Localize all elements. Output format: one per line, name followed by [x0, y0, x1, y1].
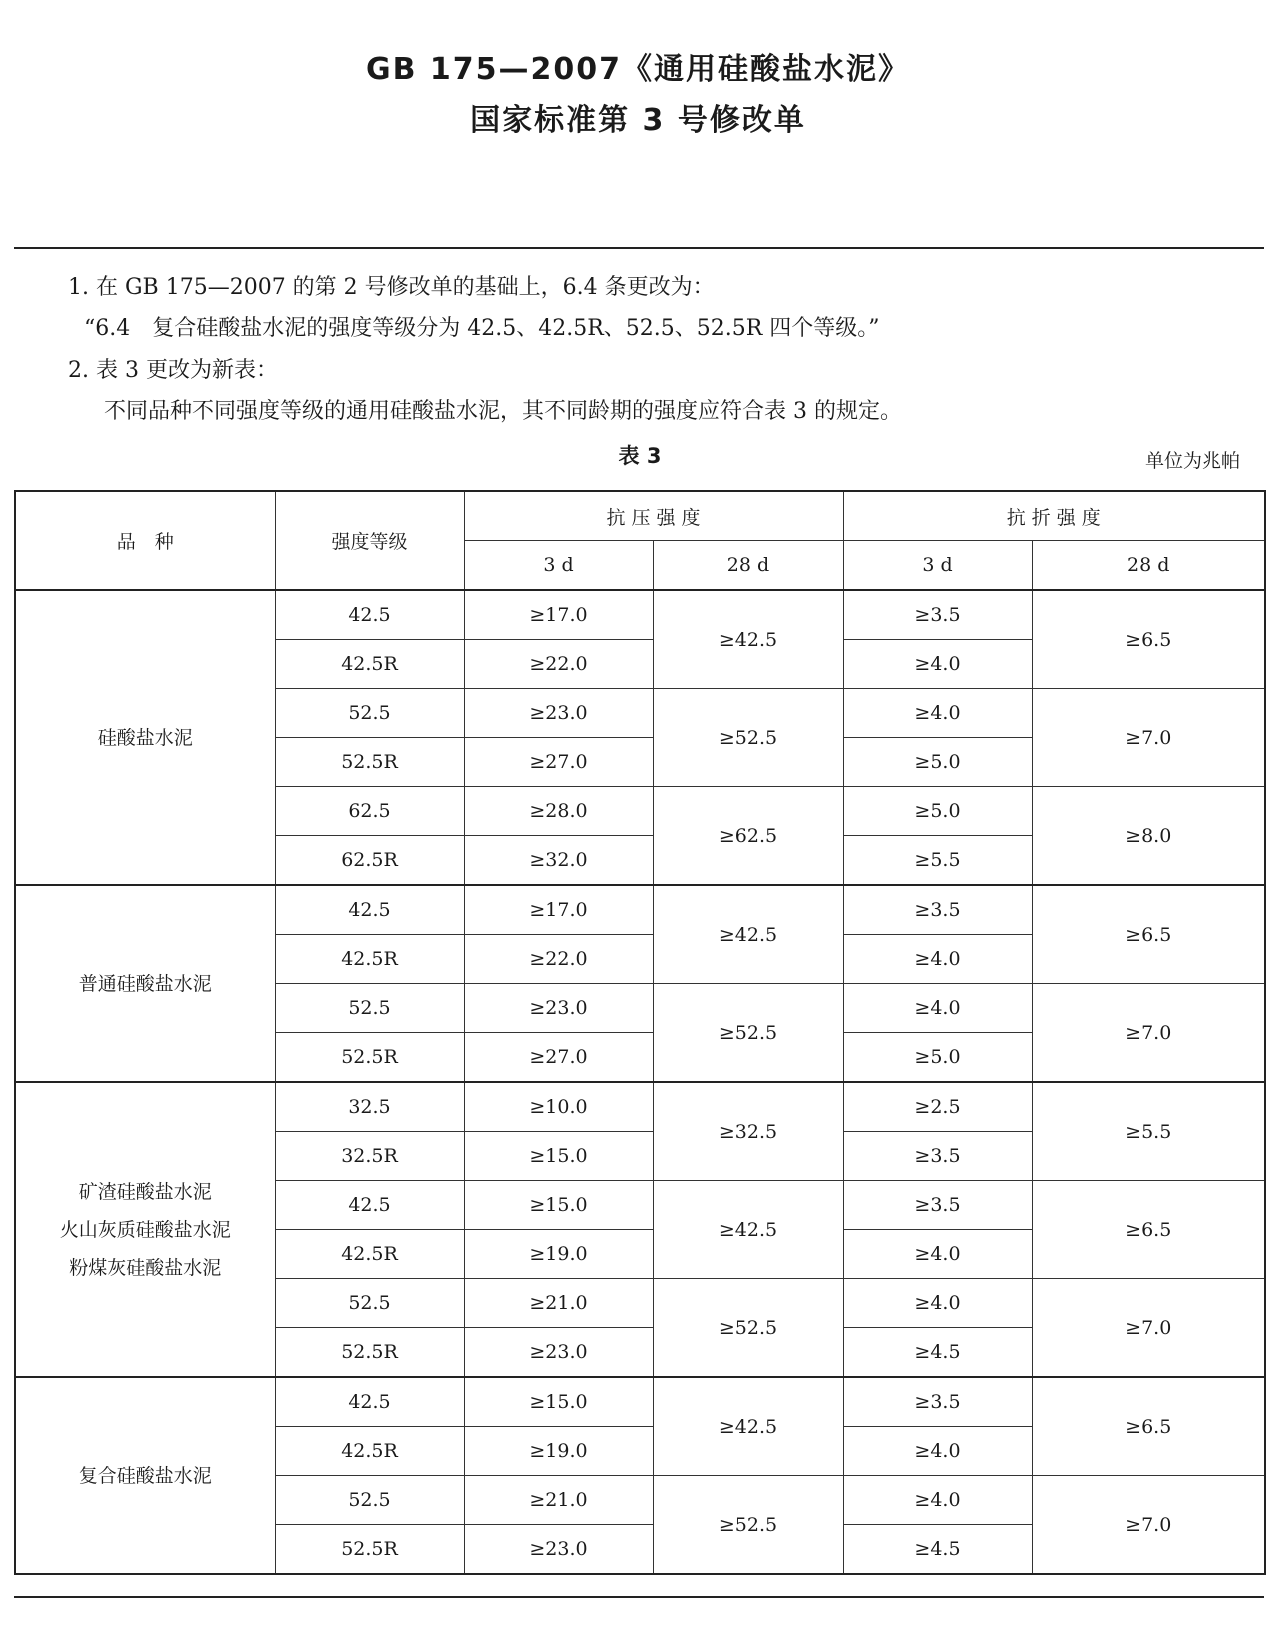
cell-flexural-3d: ≥3.5: [843, 1132, 1032, 1181]
cell-flexural-3d: ≥4.0: [843, 1279, 1032, 1328]
cell-compressive-3d: ≥23.0: [464, 984, 653, 1033]
cell-compressive-3d: ≥23.0: [464, 689, 653, 738]
cell-compressive-3d: ≥15.0: [464, 1377, 653, 1427]
table-row: [15, 885, 1265, 935]
cell-flexural-3d: ≥4.0: [843, 640, 1032, 689]
cell-grade: 52.5: [275, 1279, 464, 1328]
cell-compressive-28d: ≥32.5: [653, 1082, 843, 1181]
table-header: [15, 491, 1265, 590]
cell-compressive-3d: ≥27.0: [464, 738, 653, 787]
paragraph-3: 2. 表 3 更改为新表：: [68, 358, 278, 383]
cell-flexural-3d: ≥5.5: [843, 836, 1032, 886]
cell-grade: 52.5: [275, 1476, 464, 1525]
cell-compressive-28d: ≥52.5: [653, 984, 843, 1083]
cell-compressive-28d: ≥62.5: [653, 787, 843, 886]
table-row: [15, 1377, 1265, 1427]
cell-compressive-28d: ≥42.5: [653, 885, 843, 984]
document-title: GB 175—2007《通用硅酸盐水泥》: [365, 52, 911, 87]
cell-flexural-3d: ≥4.0: [843, 1427, 1032, 1476]
cell-flexural-28d: ≥7.0: [1032, 984, 1265, 1083]
cell-flexural-3d: ≥2.5: [843, 1082, 1032, 1132]
cell-grade: 52.5R: [275, 1328, 464, 1378]
header-flexural: 抗 折 强 度: [843, 491, 1265, 541]
cell-grade: 42.5R: [275, 1230, 464, 1279]
cell-grade: 42.5: [275, 1377, 464, 1427]
cell-grade: 52.5R: [275, 738, 464, 787]
cell-flexural-3d: ≥4.5: [843, 1328, 1032, 1378]
cell-compressive-3d: ≥22.0: [464, 640, 653, 689]
cell-grade: 42.5: [275, 1181, 464, 1230]
cell-grade: 62.5: [275, 787, 464, 836]
cell-variety: 复合硅酸盐水泥: [15, 1377, 275, 1574]
cell-flexural-3d: ≥5.0: [843, 787, 1032, 836]
cell-compressive-28d: ≥52.5: [653, 1476, 843, 1575]
cell-flexural-28d: ≥7.0: [1032, 1476, 1265, 1575]
cell-flexural-3d: ≥5.0: [843, 738, 1032, 787]
cell-compressive-3d: ≥17.0: [464, 885, 653, 935]
cell-grade: 42.5: [275, 590, 464, 640]
cell-flexural-28d: ≥8.0: [1032, 787, 1265, 886]
cell-compressive-3d: ≥21.0: [464, 1279, 653, 1328]
document-subtitle: 国家标准第 3 号修改单: [470, 103, 806, 138]
cell-flexural-28d: ≥7.0: [1032, 689, 1265, 787]
cell-flexural-3d: ≥4.0: [843, 689, 1032, 738]
cell-grade: 62.5R: [275, 836, 464, 886]
cell-grade: 32.5: [275, 1082, 464, 1132]
cell-flexural-3d: ≥4.0: [843, 1476, 1032, 1525]
cell-flexural-28d: ≥6.5: [1032, 590, 1265, 689]
cell-flexural-3d: ≥4.0: [843, 984, 1032, 1033]
cell-compressive-3d: ≥19.0: [464, 1230, 653, 1279]
cell-compressive-3d: ≥10.0: [464, 1082, 653, 1132]
cell-flexural-28d: ≥6.5: [1032, 1181, 1265, 1279]
cell-compressive-3d: ≥15.0: [464, 1132, 653, 1181]
header-compressive-3d: 3 d: [464, 541, 653, 591]
cell-compressive-3d: ≥17.0: [464, 590, 653, 640]
cell-grade: 52.5: [275, 984, 464, 1033]
cell-compressive-3d: ≥23.0: [464, 1525, 653, 1575]
cell-variety: 矿渣硅酸盐水泥 火山灰质硅酸盐水泥 粉煤灰硅酸盐水泥: [15, 1082, 275, 1377]
cell-compressive-28d: ≥52.5: [653, 689, 843, 787]
cell-compressive-28d: ≥42.5: [653, 1377, 843, 1476]
cell-grade: 52.5R: [275, 1525, 464, 1575]
cell-flexural-3d: ≥4.0: [843, 1230, 1032, 1279]
cell-compressive-28d: ≥52.5: [653, 1279, 843, 1378]
bottom-rule: [14, 1596, 1264, 1598]
strength-table: [14, 490, 1266, 1575]
cell-flexural-3d: ≥3.5: [843, 1377, 1032, 1427]
cell-compressive-3d: ≥19.0: [464, 1427, 653, 1476]
cell-compressive-3d: ≥21.0: [464, 1476, 653, 1525]
cell-variety: 普通硅酸盐水泥: [15, 885, 275, 1082]
cell-compressive-28d: ≥42.5: [653, 1181, 843, 1279]
table-unit: 单位为兆帕: [1144, 450, 1240, 472]
cell-flexural-3d: ≥3.5: [843, 590, 1032, 640]
cell-compressive-28d: ≥42.5: [653, 590, 843, 689]
header-compressive: 抗 压 强 度: [464, 491, 843, 541]
cell-grade: 42.5: [275, 885, 464, 935]
paragraph-2: “6.4 复合硅酸盐水泥的强度等级分为 42.5、42.5R、52.5、52.5R 四个等级。”: [84, 316, 880, 341]
cell-grade: 42.5R: [275, 935, 464, 984]
cell-flexural-28d: ≥6.5: [1032, 885, 1265, 984]
paragraph-4: 不同品种不同强度等级的通用硅酸盐水泥，其不同龄期的强度应符合表 3 的规定。: [104, 399, 902, 424]
paragraph-1: 1. 在 GB 175—2007 的第 2 号修改单的基础上，6.4 条更改为：: [68, 275, 715, 300]
cell-flexural-28d: ≥6.5: [1032, 1377, 1265, 1476]
cell-grade: 32.5R: [275, 1132, 464, 1181]
cell-flexural-28d: ≥5.5: [1032, 1082, 1265, 1181]
header-compressive-28d: 28 d: [653, 541, 843, 591]
cell-compressive-3d: ≥28.0: [464, 787, 653, 836]
cell-grade: 42.5R: [275, 640, 464, 689]
cell-variety: 硅酸盐水泥: [15, 590, 275, 885]
cell-flexural-28d: ≥7.0: [1032, 1279, 1265, 1378]
header-grade: 强度等级: [275, 491, 464, 590]
header-flexural-3d: 3 d: [843, 541, 1032, 591]
cell-flexural-3d: ≥3.5: [843, 1181, 1032, 1230]
table-caption: 表 3: [618, 444, 662, 468]
cell-grade: 52.5R: [275, 1033, 464, 1083]
cell-flexural-3d: ≥3.5: [843, 885, 1032, 935]
cell-compressive-3d: ≥32.0: [464, 836, 653, 886]
cell-flexural-3d: ≥5.0: [843, 1033, 1032, 1083]
table-row: [15, 590, 1265, 640]
header-variety: 品 种: [15, 491, 275, 590]
cell-compressive-3d: ≥27.0: [464, 1033, 653, 1083]
cell-grade: 42.5R: [275, 1427, 464, 1476]
cell-compressive-3d: ≥15.0: [464, 1181, 653, 1230]
table-body: [15, 590, 1265, 1574]
header-flexural-28d: 28 d: [1032, 541, 1265, 591]
cell-compressive-3d: ≥23.0: [464, 1328, 653, 1378]
cell-flexural-3d: ≥4.0: [843, 935, 1032, 984]
cell-compressive-3d: ≥22.0: [464, 935, 653, 984]
cell-flexural-3d: ≥4.5: [843, 1525, 1032, 1575]
cell-grade: 52.5: [275, 689, 464, 738]
top-rule: [14, 247, 1264, 249]
table-row: [15, 1082, 1265, 1132]
